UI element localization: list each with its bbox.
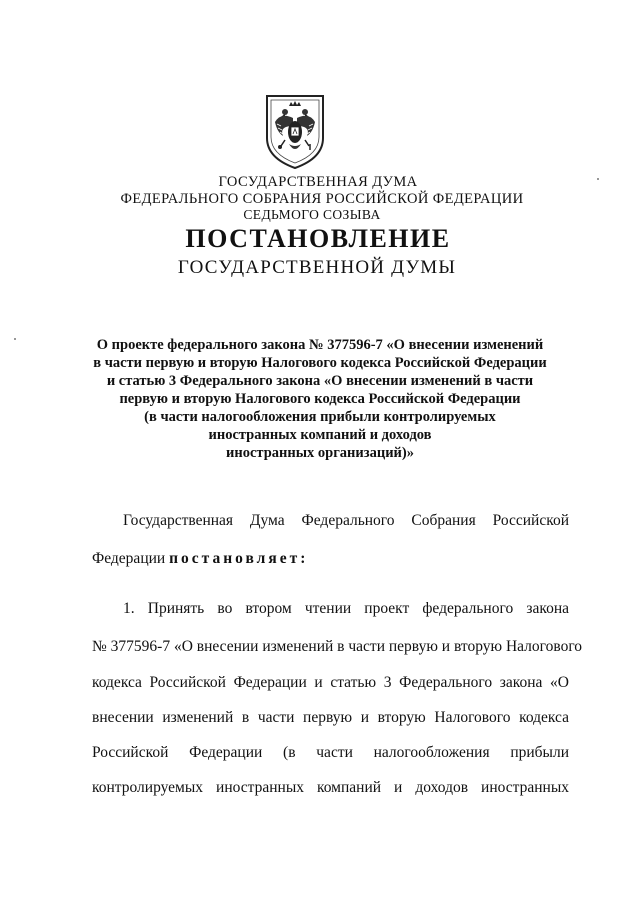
preamble-line-2 xyxy=(92,550,569,568)
title-line: иностранных компаний и доходов xyxy=(208,427,432,443)
scan-speck xyxy=(597,178,599,180)
point-1-line: Российской Федерации (в части налогообложения прибыли xyxy=(92,744,569,761)
title-line: первую и вторую Налогового кодекса Российской Федерации xyxy=(119,391,521,407)
preamble-line-1: Государственная Дума Федерального Собрания Российской xyxy=(123,512,569,529)
state-emblem-icon xyxy=(263,92,327,172)
point-1-line: контролируемых иностранных компаний и доходов иностранных xyxy=(92,779,569,796)
document-type: ПОСТАНОВЛЕНИЕ xyxy=(185,224,451,253)
org-name-line-1: ГОСУДАРСТВЕННАЯ ДУМА xyxy=(218,174,418,190)
point-1-line: № 377596-7 «О внесении изменений в части первую и вторую Налогового xyxy=(92,638,583,655)
point-1-line: внесении изменений в части первую и вторую Налогового кодекса xyxy=(92,709,569,726)
title-line: иностранных организаций)» xyxy=(226,445,414,461)
convocation-line: СЕДЬМОГО СОЗЫВА xyxy=(243,207,381,222)
title-line: в части первую и вторую Налогового кодекса Российской Федерации xyxy=(93,355,547,371)
document-issuer: ГОСУДАРСТВЕННОЙ ДУМЫ xyxy=(177,257,457,278)
resolves-word: постановляет: xyxy=(169,550,309,567)
resolution-title xyxy=(60,336,580,462)
title-line: (в части налогообложения прибыли контролируемых xyxy=(144,409,496,425)
point-1-line: 1. Принять во втором чтении проект федерального закона xyxy=(123,600,569,617)
title-line: О проекте федерального закона № 377596-7 «О внесении изменений xyxy=(96,337,544,353)
title-line: и статью 3 Федерального закона «О внесении изменений в части xyxy=(106,373,534,389)
point-1-line: кодекса Российской Федерации и статью 3 Федерального закона «О xyxy=(92,674,569,691)
preamble-text: Федерации xyxy=(92,550,170,567)
scan-speck xyxy=(14,338,16,340)
org-name-line-2: ФЕДЕРАЛЬНОГО СОБРАНИЯ РОССИЙСКОЙ ФЕДЕРАЦИИ xyxy=(120,191,524,207)
